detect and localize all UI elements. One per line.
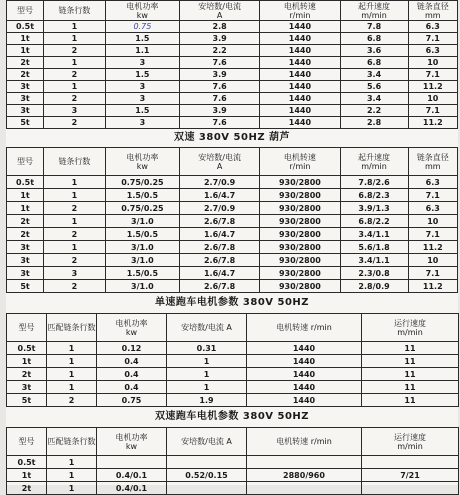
cell-rows: 1	[47, 381, 97, 394]
cell-rows: 1	[44, 81, 106, 93]
cell-speed: 1440	[260, 21, 340, 33]
cell-model: 0.5t	[7, 342, 47, 355]
dual-speed-trolley-title: 双速跑车电机参数 380V 50HZ	[154, 411, 310, 422]
table3-body	[7, 342, 459, 407]
cell-speed: 1440	[247, 394, 362, 407]
table-row	[7, 105, 458, 117]
cell-power: 3/1.0	[105, 215, 179, 228]
cell-speed: 930/2800	[260, 280, 340, 293]
header-model: 型号	[7, 1, 44, 21]
table-row	[7, 117, 458, 129]
header-current: 安培数/电流 A	[167, 314, 247, 342]
cell-model: 1t	[7, 202, 44, 215]
header-run-speed: 运行速度 m/min	[362, 428, 459, 456]
cell-chain: 11.2	[408, 81, 457, 93]
cell-lift: 2.2	[340, 105, 408, 117]
cell-model: 1t	[7, 189, 44, 202]
cell-model: 0.5t	[7, 21, 44, 33]
cell-current: 2.6/7.8	[179, 215, 259, 228]
cell-chain: 11.2	[408, 117, 457, 129]
cell-chain: 7.1	[408, 267, 457, 280]
dual-speed-hoist-title: 双速 380V 50HZ 葫芦	[173, 132, 291, 143]
header-chain-rows: 链条行数	[44, 148, 106, 176]
cell-current: 7.6	[179, 117, 259, 129]
header-speed: 电机转速 r/min	[247, 314, 362, 342]
table-row	[7, 21, 458, 33]
cell-model: 2t	[7, 69, 44, 81]
cell-power: 3	[105, 81, 179, 93]
cell-rows: 1	[47, 342, 97, 355]
header-motor-power: 电机功率 kw	[97, 314, 167, 342]
cell-lift: 7.8	[340, 21, 408, 33]
cell-run	[362, 482, 459, 495]
cell-lift: 3.4/1.1	[340, 254, 408, 267]
cell-current: 2.7/0.9	[179, 202, 259, 215]
table-row	[7, 33, 458, 45]
cell-model: 3t	[7, 93, 44, 105]
cell-lift: 7.8/2.6	[340, 176, 408, 189]
table-row	[7, 368, 459, 381]
cell-speed: 1440	[260, 57, 340, 69]
header-motor-power: 电机功率 kw	[105, 1, 179, 21]
cell-speed	[247, 482, 362, 495]
table-row	[7, 57, 458, 69]
cell-current: 3.9	[179, 105, 259, 117]
cell-current: 2.6/7.8	[179, 254, 259, 267]
cell-chain: 11.2	[408, 241, 457, 254]
cell-rows: 2	[44, 45, 106, 57]
cell-rows: 2	[44, 117, 106, 129]
cell-rows: 1	[44, 215, 106, 228]
dual-speed-trolley-table	[6, 427, 459, 495]
cell-run: 11	[362, 355, 459, 368]
cell-power: 0.12	[97, 342, 167, 355]
cell-rows: 1	[44, 241, 106, 254]
cell-run: 11	[362, 342, 459, 355]
cell-chain: 10	[408, 93, 457, 105]
header-model: 型号	[7, 314, 47, 342]
table-row	[7, 394, 459, 407]
cell-model: 2t	[7, 368, 47, 381]
table-row	[7, 45, 458, 57]
cell-rows: 1	[44, 57, 106, 69]
cell-chain: 6.3	[408, 176, 457, 189]
cell-chain: 7.1	[408, 105, 457, 117]
cell-current: 0.52/0.15	[167, 469, 247, 482]
cell-speed: 1440	[260, 117, 340, 129]
table-row	[7, 69, 458, 81]
dual-speed-hoist-table	[6, 147, 458, 293]
cell-rows: 1	[47, 469, 97, 482]
cell-lift: 2.8/0.9	[340, 280, 408, 293]
table-row	[7, 176, 458, 189]
cell-run: 11	[362, 368, 459, 381]
cell-lift: 5.6	[340, 81, 408, 93]
cell-current: 1	[167, 355, 247, 368]
cell-lift: 3.4	[340, 69, 408, 81]
cell-power: 3/1.0	[105, 254, 179, 267]
cell-power: 0.4	[97, 355, 167, 368]
cell-rows: 1	[44, 176, 106, 189]
cell-rows: 1	[44, 33, 106, 45]
table2-body	[7, 176, 458, 293]
table-header-row	[7, 428, 459, 456]
header-chain-diameter: 链条直径 mm	[408, 148, 457, 176]
header-model: 型号	[7, 428, 47, 456]
cell-power: 3/1.0	[105, 241, 179, 254]
cell-power: 0.75/0.25	[105, 176, 179, 189]
cell-current: 2.7/0.9	[179, 176, 259, 189]
table-row	[7, 280, 458, 293]
cell-speed: 930/2800	[260, 215, 340, 228]
cell-lift: 3.4/1.1	[340, 228, 408, 241]
cell-power: 0.75/0.25	[105, 202, 179, 215]
header-current: 安培数/电流 A	[179, 1, 259, 21]
cell-speed: 1440	[260, 93, 340, 105]
cell-current: 2.6/7.8	[179, 241, 259, 254]
cell-chain: 7.1	[408, 228, 457, 241]
table-header-row	[7, 148, 458, 176]
single-speed-trolley-table	[6, 313, 459, 407]
cell-current	[167, 482, 247, 495]
header-speed: 电机转速 r/min	[260, 1, 340, 21]
table1-body	[7, 21, 458, 129]
cell-model: 5t	[7, 394, 47, 407]
header-run-speed: 运行速度 m/min	[362, 314, 459, 342]
cell-model: 3t	[7, 241, 44, 254]
cell-power: 0.4/0.1	[97, 482, 167, 495]
cell-chain: 6.3	[408, 21, 457, 33]
cell-rows: 2	[44, 69, 106, 81]
cell-power: 1.5/0.5	[105, 189, 179, 202]
cell-rows: 2	[47, 394, 97, 407]
cell-current: 1.6/4.7	[179, 228, 259, 241]
cell-power: 1.1	[105, 45, 179, 57]
cell-lift: 6.8	[340, 33, 408, 45]
cell-speed: 1440	[247, 381, 362, 394]
cell-rows: 1	[47, 368, 97, 381]
cell-speed: 1440	[260, 45, 340, 57]
cell-current: 3.9	[179, 69, 259, 81]
single-speed-hoist-table	[6, 0, 458, 129]
cell-model: 2t	[7, 228, 44, 241]
cell-chain: 7.1	[408, 33, 457, 45]
cell-current: 1.9	[167, 394, 247, 407]
cell-lift: 5.6/1.8	[340, 241, 408, 254]
header-motor-power: 电机功率 kw	[97, 428, 167, 456]
header-speed: 电机转速 r/min	[260, 148, 340, 176]
cell-current: 7.6	[179, 93, 259, 105]
cell-run: 11	[362, 394, 459, 407]
cell-lift: 6.8/2.3	[340, 189, 408, 202]
cell-chain: 6.3	[408, 202, 457, 215]
cell-current: 1.6/4.7	[179, 267, 259, 280]
cell-rows: 2	[44, 228, 106, 241]
cell-power: 3	[105, 57, 179, 69]
cell-current: 3.9	[179, 33, 259, 45]
cell-power: 1.5/0.5	[105, 267, 179, 280]
cell-power: 3	[105, 93, 179, 105]
cell-current: 2.2	[179, 45, 259, 57]
header-chain-diameter: 链条直径 mm	[408, 1, 457, 21]
spec-sheet-page	[6, 0, 458, 493]
table-row	[7, 241, 458, 254]
cell-speed: 930/2800	[260, 189, 340, 202]
cell-power: 0.75	[97, 394, 167, 407]
cell-model: 2t	[7, 482, 47, 495]
table-header-row	[7, 1, 458, 21]
cell-model: 3t	[7, 267, 44, 280]
cell-model: 0.5t	[7, 176, 44, 189]
table-row	[7, 254, 458, 267]
table-row	[7, 355, 459, 368]
cell-lift: 3.4	[340, 93, 408, 105]
cell-model: 3t	[7, 381, 47, 394]
cell-lift: 6.8	[340, 57, 408, 69]
handwritten-note: 0.75	[133, 22, 152, 31]
cell-model: 5t	[7, 117, 44, 129]
table-row	[7, 189, 458, 202]
cell-speed: 930/2800	[260, 254, 340, 267]
cell-rows: 2	[44, 254, 106, 267]
table-row	[7, 381, 459, 394]
cell-rows: 1	[44, 21, 106, 33]
cell-lift: 3.6	[340, 45, 408, 57]
cell-speed: 930/2800	[260, 241, 340, 254]
cell-model: 3t	[7, 254, 44, 267]
cell-speed: 930/2800	[260, 228, 340, 241]
cell-speed: 1440	[247, 355, 362, 368]
cell-chain: 10	[408, 57, 457, 69]
cell-rows: 1	[47, 456, 97, 469]
header-speed: 电机转速 r/min	[247, 428, 362, 456]
table-row	[7, 93, 458, 105]
cell-chain: 6.3	[408, 45, 457, 57]
cell-speed: 1440	[260, 69, 340, 81]
cell-current: 1.6/4.7	[179, 189, 259, 202]
cell-rows: 2	[44, 202, 106, 215]
cell-run: 7/21	[362, 469, 459, 482]
cell-power: 0.4	[97, 368, 167, 381]
table-row	[7, 482, 459, 495]
cell-speed: 1440	[260, 81, 340, 93]
cell-model: 1t	[7, 355, 47, 368]
cell-speed: 930/2800	[260, 202, 340, 215]
cell-speed: 930/2800	[260, 267, 340, 280]
cell-rows: 2	[44, 93, 106, 105]
cell-power: 3/1.0	[105, 280, 179, 293]
cell-lift: 3.9/1.3	[340, 202, 408, 215]
cell-chain: 11.2	[408, 280, 457, 293]
cell-rows: 2	[44, 280, 106, 293]
table-row	[7, 342, 459, 355]
cell-rows: 3	[44, 105, 106, 117]
table-row	[7, 215, 458, 228]
cell-run	[362, 456, 459, 469]
cell-speed: 2880/960	[247, 469, 362, 482]
table-row	[7, 202, 458, 215]
table-row	[7, 456, 459, 469]
header-match-chain-rows: 匹配链条行数	[47, 314, 97, 342]
cell-run: 11	[362, 381, 459, 394]
table-row	[7, 228, 458, 241]
cell-model: 0.5t	[7, 456, 47, 469]
header-model: 型号	[7, 148, 44, 176]
table-header-row	[7, 314, 459, 342]
header-chain-rows: 链条行数	[44, 1, 106, 21]
table-row	[7, 81, 458, 93]
header-current: 安培数/电流 A	[179, 148, 259, 176]
cell-power: 1.5	[105, 33, 179, 45]
cell-chain: 10	[408, 215, 457, 228]
cell-speed	[247, 456, 362, 469]
cell-rows: 1	[47, 355, 97, 368]
cell-model: 2t	[7, 57, 44, 69]
cell-speed: 1440	[247, 342, 362, 355]
cell-chain: 7.1	[408, 69, 457, 81]
header-lift-speed: 起升速度 m/min	[340, 148, 408, 176]
cell-lift: 2.8	[340, 117, 408, 129]
cell-power: 1.5/0.5	[105, 228, 179, 241]
cell-model: 2t	[7, 215, 44, 228]
cell-current: 0.31	[167, 342, 247, 355]
header-lift-speed: 起升速度 m/min	[340, 1, 408, 21]
cell-power: 1.5	[105, 69, 179, 81]
cell-current: 1	[167, 381, 247, 394]
cell-current: 2.6/7.8	[179, 280, 259, 293]
cell-rows: 3	[44, 267, 106, 280]
cell-lift: 6.8/2.2	[340, 215, 408, 228]
cell-model: 1t	[7, 469, 47, 482]
cell-power: 0.4/0.1	[97, 469, 167, 482]
cell-power: 3	[105, 117, 179, 129]
cell-rows: 1	[44, 189, 106, 202]
table4-body	[7, 456, 459, 495]
table-row	[7, 469, 459, 482]
cell-model: 5t	[7, 280, 44, 293]
header-match-chain-rows: 匹配链条行数	[47, 428, 97, 456]
cell-model: 1t	[7, 45, 44, 57]
single-speed-trolley-title: 单速跑车电机参数 380V 50HZ	[154, 297, 310, 308]
header-current: 安培数/电流 A	[167, 428, 247, 456]
cell-speed: 1440	[260, 33, 340, 45]
cell-current: 7.6	[179, 57, 259, 69]
cell-model: 1t	[7, 33, 44, 45]
cell-model: 3t	[7, 81, 44, 93]
cell-power	[105, 21, 179, 33]
cell-power: 0.4	[97, 381, 167, 394]
cell-lift: 2.3/0.8	[340, 267, 408, 280]
cell-chain: 10	[408, 254, 457, 267]
cell-rows: 1	[47, 482, 97, 495]
cell-speed: 1440	[260, 105, 340, 117]
cell-speed: 930/2800	[260, 176, 340, 189]
cell-power	[97, 456, 167, 469]
cell-speed: 1440	[247, 368, 362, 381]
table-row	[7, 267, 458, 280]
cell-current: 7.6	[179, 81, 259, 93]
cell-current: 1	[167, 368, 247, 381]
cell-current	[167, 456, 247, 469]
cell-current: 2.8	[179, 21, 259, 33]
cell-power: 1.5	[105, 105, 179, 117]
cell-model: 3t	[7, 105, 44, 117]
header-motor-power: 电机功率 kw	[105, 148, 179, 176]
cell-chain: 7.1	[408, 189, 457, 202]
